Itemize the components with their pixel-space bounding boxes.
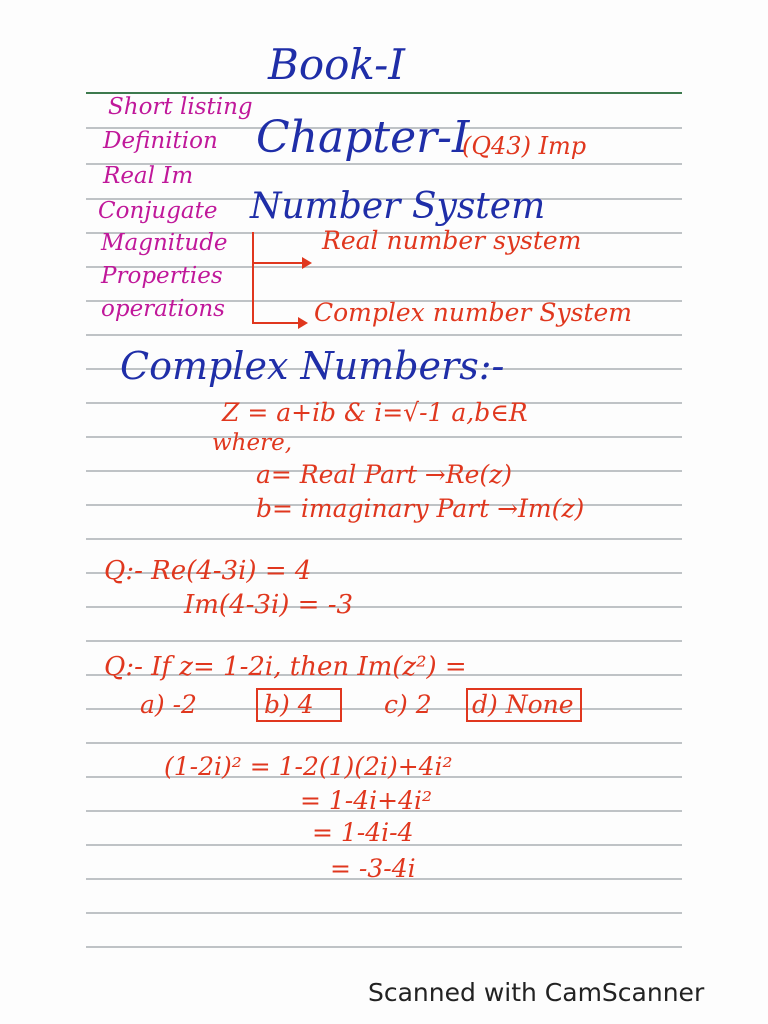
solution-line-3: = 1-4i-4 — [312, 818, 414, 847]
option-d: d) None — [472, 690, 574, 719]
option-b: b) 4 — [264, 690, 314, 719]
real-part-line: a= Real Part →Re(z) — [256, 460, 513, 489]
sidebar-item: operations — [101, 296, 225, 322]
arrow-right-icon — [298, 317, 308, 329]
branch-line — [252, 232, 254, 324]
rule-line — [86, 640, 682, 642]
number-system-heading: Number System — [250, 186, 546, 227]
chapter-title: Chapter-I — [256, 112, 470, 163]
rule-line — [86, 912, 682, 914]
scanner-watermark: Scanned with CamScanner — [368, 978, 705, 1007]
rule-line — [86, 946, 682, 948]
rule-line — [86, 606, 682, 608]
chapter-note: (Q43) Imp — [462, 132, 587, 160]
sidebar-item: Properties — [101, 263, 223, 289]
sidebar-item: Real Im — [103, 163, 194, 189]
real-number-system: Real number system — [322, 226, 582, 255]
sidebar-item: Short listing — [108, 94, 253, 120]
rule-line — [86, 334, 682, 336]
imaginary-part-line: b= imaginary Part →Im(z) — [256, 494, 585, 523]
solution-line-1: (1-2i)² = 1-2(1)(2i)+4i² — [164, 752, 453, 781]
option-c: c) 2 — [384, 690, 432, 719]
solution-line-2: = 1-4i+4i² — [300, 786, 433, 815]
rule-line — [86, 436, 682, 438]
option-a: a) -2 — [140, 690, 197, 719]
solution-line-4: = -3-4i — [330, 854, 416, 883]
complex-number-system: Complex number System — [314, 298, 632, 327]
complex-definition: Z = a+ib & i=√-1 a,b∈R — [222, 398, 528, 427]
rule-line — [86, 742, 682, 744]
branch-arrow-line — [252, 322, 300, 324]
arrow-right-icon — [302, 257, 312, 269]
sidebar-item: Conjugate — [98, 198, 218, 224]
branch-arrow-line — [252, 262, 304, 264]
where-label: where, — [212, 430, 293, 456]
complex-numbers-heading: Complex Numbers:- — [120, 344, 505, 388]
question-2: Q:- If z= 1-2i, then Im(z²) = — [104, 652, 467, 682]
question-1-line-1: Q:- Re(4-3i) = 4 — [104, 556, 312, 586]
book-title: Book-I — [268, 40, 405, 89]
rule-line — [86, 538, 682, 540]
sidebar-item: Magnitude — [101, 230, 228, 256]
sidebar-item: Definition — [103, 128, 218, 154]
question-1-line-2: Im(4-3i) = -3 — [184, 590, 354, 620]
